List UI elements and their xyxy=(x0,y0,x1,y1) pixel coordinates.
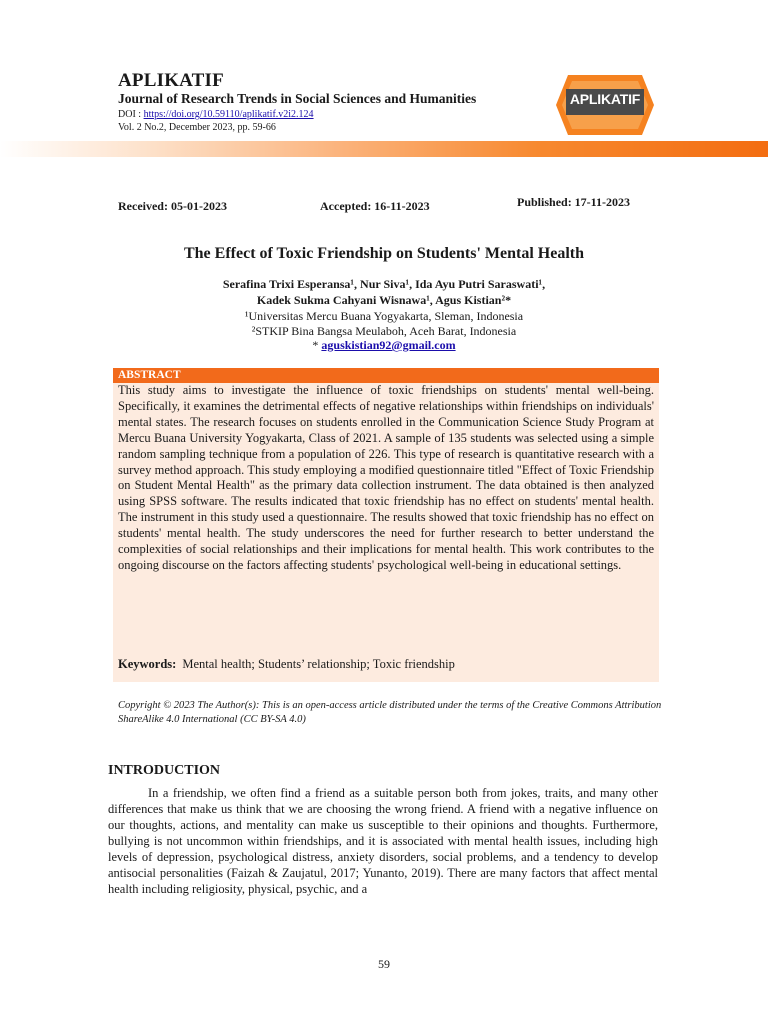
logo-text: APLIKATIF xyxy=(569,91,641,107)
introduction-heading: INTRODUCTION xyxy=(108,763,221,778)
email-link[interactable]: aguskistian92@gmail.com xyxy=(321,338,456,352)
affiliation-2: ²STKIP Bina Bangsa Meulaboh, Aceh Barat, Indonesia xyxy=(251,324,517,338)
affiliation-1: ¹Universitas Mercu Buana Yogyakarta, Sleman, Indonesia xyxy=(244,309,524,323)
doi-link[interactable]: https://doi.org/10.59110/aplikatif.v2i2.124 xyxy=(143,109,314,120)
keywords-text: Mental health; Students’ relationship; Toxic friendship xyxy=(182,657,455,671)
corresponding-email xyxy=(0,338,768,353)
introduction-paragraph: In a friendship, we often find a friend as a suitable person both from jokes, traits, and many other differences that make us think that we are choosing the wrong friend. A friend with a negative influence on our thoughts, actions, and mentality can make us susceptible to their opinions and thoughts. Furthermore, bullying is not uncommon within friendships, and it is associated with mental health issues, including high levels of depression, psychological distress, anxiety disorders, social problems, and a tendency to develop antisocial personalities (Faizah & Zaujatul, 2017; Yunanto, 2019). There are many factors that affect mental health including religiosity, physical, psychic, and a xyxy=(108,786,658,896)
received-date: Received: 05-01-2023 xyxy=(118,199,227,213)
accepted-date: Accepted: 16-11-2023 xyxy=(320,199,430,213)
abstract-box xyxy=(113,368,659,682)
paper-title: The Effect of Toxic Friendship on Students' Mental Health xyxy=(183,245,585,262)
keywords xyxy=(118,657,654,672)
authors-line-2: Kadek Sukma Cahyani Wisnawa¹, Agus Kistian²* xyxy=(256,293,512,307)
keywords-label: Keywords: xyxy=(118,657,177,671)
journal-name: APLIKATIF xyxy=(118,70,224,91)
doi-label: DOI : xyxy=(118,109,144,120)
doi-line xyxy=(118,109,314,120)
journal-logo xyxy=(556,75,654,135)
published-date: Published: 17-11-2023 xyxy=(517,195,631,209)
volume-line: Vol. 2 No.2, December 2023, pp. 59-66 xyxy=(118,122,276,133)
page-number: 59 xyxy=(378,957,390,971)
header-gradient-band xyxy=(0,141,768,157)
abstract-heading: ABSTRACT xyxy=(113,368,659,383)
authors-line-1: Serafina Trixi Esperansa¹, Nur Siva¹, Ida Ayu Putri Saraswati¹, xyxy=(222,277,546,291)
email-prefix: * xyxy=(312,338,322,352)
abstract-text: This study aims to investigate the influence of toxic friendships on students' mental well-being. Specifically, it examines the detrimental effects of negative relationships within friendships on individuals' mental states. The research focuses on students enrolled in the Communication Science Study Program at Mercu Buana University Yogyakarta, Class of 2021. A sample of 135 students was selected using a simple random sampling technique from a population of 226. This type of research is quantitative research with a survey method approach. This study employing a modified questionnaire titled "Effect of Toxic Friendship on Student Mental Health" as the primary data collection instrument. The data obtained is then analyzed using SPSS software. The results indicated that toxic friendship has no effect on students' mental health. The instrument in this study used a questionnaire. The results showed that toxic friendship has no effect on students' mental health. The study underscores the need for further research to better understand the complexities of social relationships and their implications for mental health. This work contributes to the ongoing discourse on the factors affecting students' psychological well-being in educational settings. xyxy=(118,383,654,572)
journal-subtitle: Journal of Research Trends in Social Sciences and Humanities xyxy=(118,91,477,106)
copyright-notice: Copyright © 2023 The Author(s): This is an open-access article distributed under the terms of the Creative Commons Attribution ShareAlike 4.0 International (CC BY-SA 4.0) xyxy=(118,700,662,725)
